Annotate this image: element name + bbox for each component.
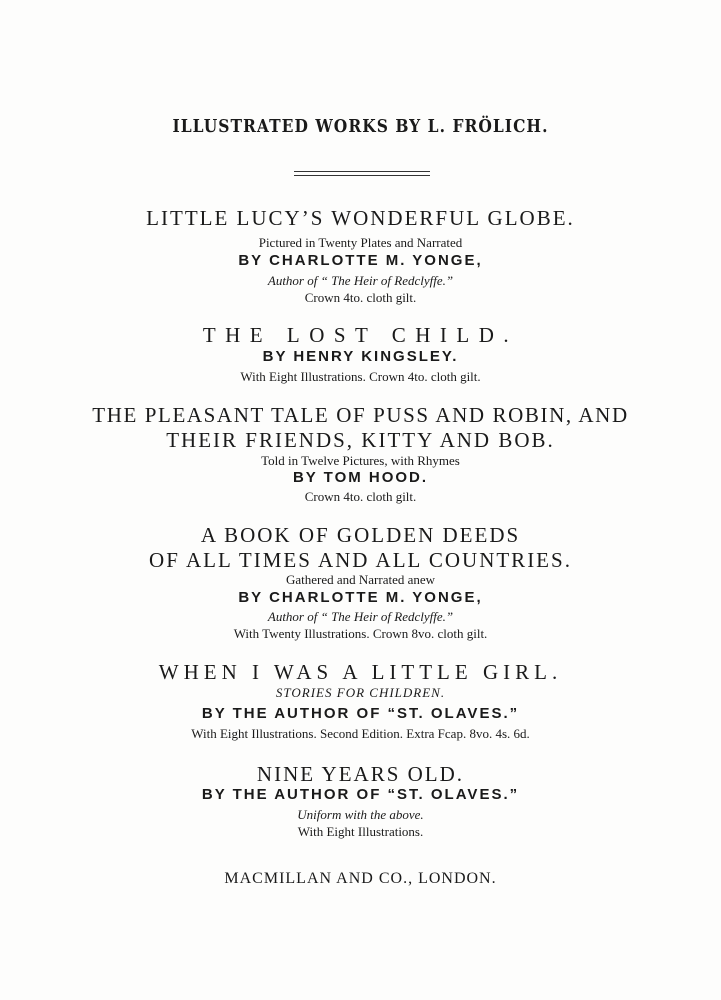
book-4-details: With Twenty Illustrations. Crown 8vo. cloth gilt. [233,626,488,641]
book-5-details: With Eight Illustrations. Second Edition. Extra Fcap. 8vo. 4s. 6d. [191,726,530,741]
book-1-author-note: Author of “ The Heir of Redclyffe.” [267,273,454,288]
book-1-title: LITTLE LUCY’S WONDERFUL GLOBE. [146,206,575,230]
book-5-title: WHEN I WAS A LITTLE GIRL. [158,660,563,684]
page-heading: ILLUSTRATED WORKS BY L. FRÖLICH. [172,116,549,137]
book-2-details: With Eight Illustrations. Crown 4to. cloth gilt. [240,369,481,384]
publisher: MACMILLAN AND CO., LONDON. [224,870,497,887]
book-1-author: BY CHARLOTTE M. YONGE, [238,252,483,269]
book-3-title-line-2: THEIR FRIENDS, KITTY AND BOB. [166,428,555,452]
book-5-subtitle: STORIES FOR CHILDREN. [275,685,446,700]
book-5-author: BY THE AUTHOR OF “ST. OLAVES.” [201,705,520,722]
book-1-note: Pictured in Twenty Plates and Narrated [258,235,463,250]
book-3-title-line-1: THE PLEASANT TALE OF PUSS AND ROBIN, AND [92,403,629,427]
book-6-details: With Eight Illustrations. [297,824,424,839]
book-4-author-note: Author of “ The Heir of Redclyffe.” [267,609,454,624]
book-3-details: Crown 4to. cloth gilt. [304,489,417,504]
book-1-details: Crown 4to. cloth gilt. [304,290,417,305]
book-2-title: THE LOST CHILD. [202,323,519,347]
book-3-author: BY TOM HOOD. [292,469,429,486]
book-6-author-note: Uniform with the above. [297,807,424,822]
book-4-note: Gathered and Narrated anew [285,572,436,587]
book-6-author: BY THE AUTHOR OF “ST. OLAVES.” [201,786,520,803]
book-4-author: BY CHARLOTTE M. YONGE, [238,589,483,606]
double-rule-bottom [294,175,430,176]
book-2-author: BY HENRY KINGSLEY. [262,348,459,365]
book-3-note: Told in Twelve Pictures, with Rhymes [261,453,460,468]
book-6-title: NINE YEARS OLD. [256,762,465,786]
book-4-title-line-2: OF ALL TIMES AND ALL COUNTRIES. [149,548,572,572]
double-rule-top [294,171,430,172]
book-4-title-line-1: A BOOK OF GOLDEN DEEDS [200,523,521,547]
